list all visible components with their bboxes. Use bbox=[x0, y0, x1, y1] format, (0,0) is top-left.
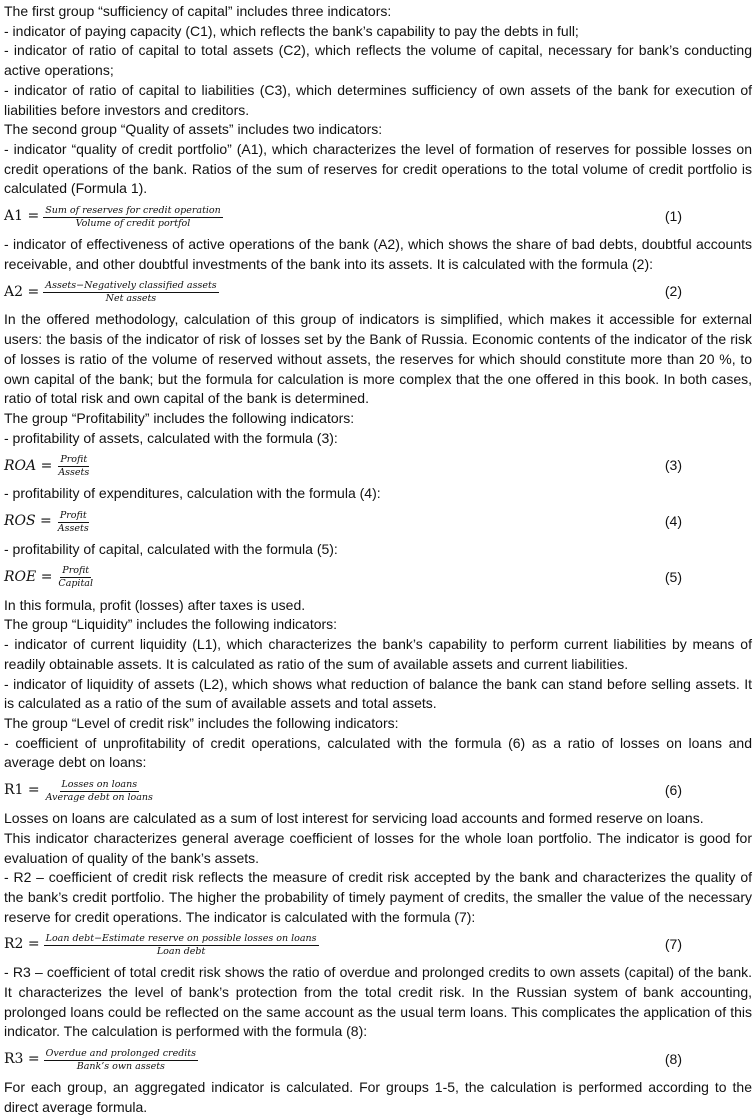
formula-denominator: Net assets bbox=[105, 292, 157, 304]
formula-denominator: Volume of credit portfol bbox=[75, 217, 191, 229]
formula-numerator: Losses on loans bbox=[61, 778, 138, 790]
paragraph: Losses on loans are calculated as a sum of lost interest for servicing load accounts and formed reserve on loans. bbox=[4, 810, 704, 827]
formula-numerator: Assets−Negatively classified assets bbox=[45, 279, 217, 291]
formula-5 bbox=[4, 560, 752, 596]
formula-denominator: Bank’s own assets bbox=[76, 1060, 165, 1072]
formula-7 bbox=[4, 927, 752, 963]
formula-numerator: Overdue and prolonged credits bbox=[45, 1047, 197, 1059]
list-item: - indicator of effectiveness of active operations of the bank (A2), which shows the share of bad debts, doubtful accounts receivable, and other doubtful investments of the bank into its assets. It is calculated with the formula (2): bbox=[4, 236, 752, 272]
formula-fraction bbox=[56, 565, 95, 590]
list-item: - indicator of ratio of capital to total assets (C2), which reflects the volume of capital, necessary for bank’s conducting active operations; bbox=[4, 42, 752, 79]
formula-lhs: A2 = bbox=[4, 283, 40, 300]
formula-denominator: Capital bbox=[58, 578, 93, 590]
formula-2 bbox=[4, 274, 752, 310]
formula-denominator: Assets bbox=[58, 466, 90, 478]
list-item: - indicator of paying capacity (C1), which reflects the bank’s capability to pay the debts in full; bbox=[4, 22, 579, 39]
formula-8 bbox=[4, 1042, 752, 1078]
formula-fraction bbox=[44, 779, 155, 804]
paragraph: In the offered methodology, calculation of this group of indicators is simplified, which makes it accessible for external users: the basis of the indicator of risk of losses set by the Bank of Russia. Economic contents of the indicator of the risk of losses is ratio of the volume of reserved without assets, the reserves for which should constitute more than 20 %, to own capital of the bank; but the formula for calculation is more complex that the one offered in this book. In both cases, ratio of total risk and own capital of the bank is determined. bbox=[4, 311, 752, 407]
formula-4 bbox=[4, 504, 752, 540]
list-item: - indicator of ratio of capital to liabilities (C3), which determines sufficiency of own assets of the bank for execution of liabilities before investors and creditors. bbox=[4, 81, 752, 118]
formula-denominator: Assets bbox=[57, 522, 89, 534]
list-item: - indicator of current liquidity (L1), which characterizes the bank’s capability to perform current liabilities by means of readily obtainable assets. It is calculated as ratio of the sum of available assets and current liabilities. bbox=[4, 636, 752, 672]
list-item: - indicator “quality of credit portfolio” (A1), which characterizes the level of formation of reserves for possible losses on credit operations of the bank. Ratios of the sum of reserves for credit operations to the total volume of credit portfolio is calculated (Formula 1). bbox=[4, 140, 752, 197]
list-item: - profitability of assets, calculated with the formula (3): bbox=[4, 429, 338, 446]
equation-number: (7) bbox=[664, 936, 682, 953]
formula-denominator: Average debt on loans bbox=[45, 791, 153, 803]
formula-6 bbox=[4, 773, 752, 809]
formula-numerator: Profit bbox=[62, 565, 90, 577]
formula-numerator: Loan debt−Estimate reserve on possible losses on loans bbox=[45, 932, 317, 944]
equation-number: (4) bbox=[664, 513, 682, 530]
formula-lhs: R1 = bbox=[4, 782, 40, 799]
equation-number: (3) bbox=[664, 457, 682, 474]
list-item: - R3 – coefficient of total credit risk shows the ratio of overdue and prolonged credits to own assets (capital) of the bank. It characterizes the level of bank’s protection from the total credit risk. In the Russian system of bank accounting, prolonged loans could be reflected on the same account as the usual term loans. This complicates the application of this indicator. The calculation is performed with the formula (8): bbox=[4, 964, 752, 1040]
formula-fraction bbox=[56, 454, 91, 479]
formula-fraction bbox=[56, 510, 91, 535]
paragraph: For each group, an aggregated indicator is calculated. For groups 1-5, the calculation is performed according to the direct average formula. bbox=[4, 1079, 752, 1115]
formula-lhs: ROA = bbox=[4, 457, 53, 474]
paragraph: The group “Level of credit risk” includes the following indicators: bbox=[4, 714, 399, 731]
equation-number: (2) bbox=[664, 283, 682, 300]
list-item: - coefficient of unprofitability of credit operations, calculated with the formula (6) as a ratio of losses on loans and average debt on loans: bbox=[4, 734, 752, 771]
list-item: - profitability of expenditures, calculation with the formula (4): bbox=[4, 485, 381, 502]
equation-number: (1) bbox=[664, 208, 682, 225]
formula-1 bbox=[4, 199, 752, 235]
formula-numerator: Sum of reserves for credit operation bbox=[45, 204, 221, 216]
equation-number: (5) bbox=[664, 568, 682, 585]
formula-lhs: R2 = bbox=[4, 936, 40, 953]
formula-lhs: A1 = bbox=[4, 208, 40, 225]
paragraph: The second group “Quality of assets” includes two indicators: bbox=[4, 121, 383, 138]
paragraph: The group “Liquidity” includes the following indicators: bbox=[4, 616, 338, 633]
formula-numerator: Profit bbox=[60, 453, 88, 465]
equation-number: (6) bbox=[664, 782, 682, 799]
formula-lhs: ROS = bbox=[4, 513, 52, 530]
paragraph: The group “Profitability” includes the following indicators: bbox=[4, 409, 355, 426]
formula-fraction bbox=[43, 280, 218, 305]
formula-numerator: Profit bbox=[59, 509, 87, 521]
formula-fraction bbox=[44, 1048, 198, 1073]
formula-denominator: Loan debt bbox=[156, 945, 206, 957]
formula-lhs: R3 = bbox=[4, 1051, 40, 1068]
formula-fraction bbox=[43, 205, 223, 230]
list-item: - indicator of liquidity of assets (L2), which shows what reduction of balance the bank can stand before selling assets. It is calculated as a ratio of the sum of available assets and total assets. bbox=[4, 675, 752, 712]
list-item: - R2 – coefficient of credit risk reflects the measure of credit risk accepted by the bank and characterizes the quality of the bank’s credit portfolio. The higher the probability of timely payment of credits, the smaller the value of the necessary reserve for credit operations. The indicator is calculated with the formula (7): bbox=[4, 869, 752, 925]
formula-3 bbox=[4, 448, 752, 484]
paragraph: In this formula, profit (losses) after taxes is used. bbox=[4, 596, 306, 613]
formula-fraction bbox=[44, 933, 319, 958]
formula-lhs: ROE = bbox=[4, 568, 53, 585]
paragraph: This indicator characterizes general average coefficient of losses for the whole loan portfolio. The indicator is good for evaluation of quality of the bank’s assets. bbox=[4, 829, 752, 866]
paragraph: The first group “sufficiency of capital” includes three indicators: bbox=[4, 3, 392, 19]
equation-number: (8) bbox=[664, 1051, 682, 1068]
list-item: - profitability of capital, calculated with the formula (5): bbox=[4, 541, 338, 558]
